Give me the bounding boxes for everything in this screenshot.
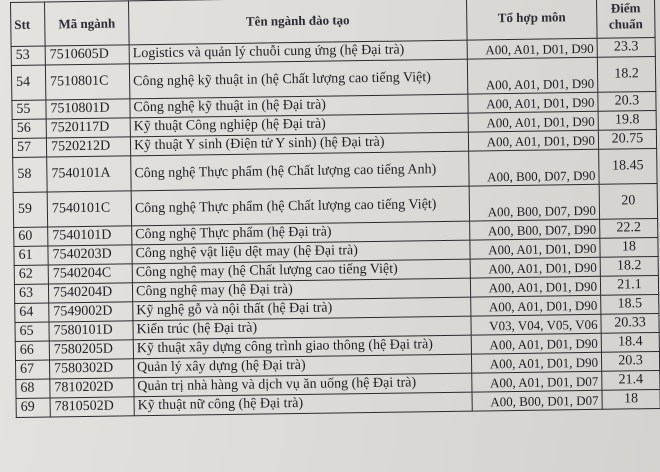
row-score: 18 — [600, 237, 658, 257]
row-major-name: Kỹ thuật Công nghiệp (hệ Đại trà) — [130, 113, 468, 137]
row-major-name: Kỹ thuật xây dựng công trình giao thông (hệ Đại trà) — [133, 335, 471, 359]
row-code: 7540101A — [47, 156, 131, 192]
row-code: 7540101D — [48, 226, 132, 246]
row-subject-combo: A00, A01, D01, D07 — [472, 371, 602, 392]
row-stt: 58 — [13, 157, 47, 192]
row-major-name: Công nghệ kỹ thuật in (hệ Đại trà) — [130, 94, 468, 118]
row-code: 7549002D — [49, 302, 133, 322]
row-stt: 54 — [11, 65, 45, 100]
row-score: 20 — [599, 183, 657, 219]
row-subject-combo: A00, B00, D07, D90 — [469, 184, 599, 221]
row-code: 7580101D — [49, 321, 133, 341]
row-stt: 59 — [13, 192, 47, 227]
row-stt: 56 — [12, 119, 46, 138]
row-code: 7540204D — [48, 283, 132, 303]
row-stt: 65 — [15, 322, 49, 341]
row-subject-combo: A00, A01, D01, D90 — [471, 295, 601, 316]
row-stt: 57 — [12, 138, 46, 157]
row-stt: 62 — [14, 265, 48, 284]
header-score-line2: chuẩn — [608, 15, 643, 32]
row-major-name: Công nghệ Thực phẩm (hệ Chất lượng cao tiếng Việt) — [131, 186, 469, 226]
row-subject-combo: A00, A01, D01, D90 — [467, 38, 597, 59]
row-major-name: Kỹ nghệ gỗ và nội thất (hệ Đại trà) — [133, 297, 471, 321]
row-score: 21.1 — [600, 275, 658, 295]
row-stt: 64 — [15, 303, 49, 322]
row-major-name: Công nghệ Thực phẩm (hệ Đại trà) — [132, 221, 470, 245]
row-stt: 63 — [14, 284, 48, 303]
row-code: 7510801D — [46, 99, 130, 119]
row-score: 21.4 — [602, 370, 660, 390]
row-code: 7540204C — [48, 264, 132, 284]
row-subject-combo: A00, A01, D01, D90 — [471, 352, 601, 373]
row-major-name: Kiến trúc (hệ Đại trà) — [133, 316, 471, 340]
row-subject-combo: A00, B00, D07, D90 — [470, 219, 600, 240]
row-score: 20.3 — [601, 351, 659, 371]
header-name: Tên ngành đào tạo — [128, 0, 467, 45]
row-subject-combo: A00, A01, D01, D90 — [468, 111, 598, 132]
row-stt: 66 — [15, 341, 49, 360]
row-score: 18.5 — [601, 294, 659, 314]
row-code: 7540101C — [47, 191, 131, 227]
row-subject-combo: A00, B00, D01, D07 — [472, 390, 602, 411]
row-major-name: Quản lý xây dựng (hệ Đại trà) — [133, 354, 471, 378]
row-subject-combo: A00, A01, D01, D90 — [470, 238, 600, 259]
row-code: 7580302D — [50, 359, 134, 379]
row-stt: 68 — [16, 379, 50, 398]
header-combo: Tổ hợp môn — [466, 0, 597, 40]
row-subject-combo: A00, A01, D01, D90 — [467, 57, 597, 94]
row-subject-combo: A00, A01, D01, D90 — [471, 333, 601, 354]
row-code: 7540203D — [48, 245, 132, 265]
row-subject-combo: A00, A01, D01, D90 — [468, 130, 598, 151]
row-code: 7520117D — [46, 118, 130, 138]
row-code: 7510605D — [45, 45, 129, 65]
row-subject-combo: A00, A01, D01, D90 — [470, 276, 600, 297]
row-score: 18.4 — [601, 332, 659, 352]
table-body — [11, 37, 660, 417]
row-major-name: Công nghệ kỹ thuật in (hệ Chất lượng cao tiếng Việt) — [129, 59, 467, 99]
row-major-name: Quản trị nhà hàng và dịch vụ ăn uống (hệ Đại trà) — [134, 373, 472, 397]
row-score: 20.3 — [598, 91, 656, 111]
row-stt: 61 — [14, 246, 48, 265]
row-subject-combo: A00, A01, D01, D90 — [470, 257, 600, 278]
row-score: 23.3 — [597, 37, 655, 57]
row-stt: 60 — [14, 227, 48, 246]
row-score: 19.8 — [598, 110, 656, 130]
row-major-name: Công nghệ Thực phẩm (hệ Chất lượng cao tiếng Anh) — [131, 151, 469, 191]
row-code: 7580205D — [49, 340, 133, 360]
row-score: 18.2 — [597, 56, 655, 92]
row-major-name: Kỹ thuật Y sinh (Điện tử Y sinh) (hệ Đại trà) — [130, 132, 468, 156]
header-score — [596, 0, 655, 38]
row-code: 7810202D — [50, 378, 134, 398]
row-major-name: Công nghệ vật liệu dệt may (hệ Đại trà) — [132, 240, 470, 264]
row-score: 22.2 — [600, 218, 658, 238]
row-stt: 53 — [11, 46, 45, 65]
admission-score-table — [10, 0, 660, 418]
row-subject-combo: A00, A01, D01, D90 — [468, 92, 598, 113]
row-major-name: Kỹ thuật nữ công (hệ Đại trà) — [134, 392, 472, 416]
row-code: 7520212D — [46, 137, 130, 157]
row-stt: 55 — [12, 100, 46, 119]
row-code: 7810502D — [50, 397, 134, 417]
header-score-line1: Điểm — [610, 0, 641, 16]
row-subject-combo: A00, B00, D07, D90 — [469, 149, 599, 186]
header-code: Mã ngành — [45, 1, 130, 46]
row-stt: 67 — [16, 360, 50, 379]
row-major-name: Công nghệ may (hệ Chất lượng cao tiếng Việt) — [132, 259, 470, 283]
row-score: 18.2 — [600, 256, 658, 276]
row-score: 18.45 — [599, 148, 657, 184]
row-code: 7510801C — [45, 64, 129, 100]
row-major-name: Công nghệ may (hệ Đại trà) — [132, 278, 470, 302]
row-major-name: Logistics và quản lý chuỗi cung ứng (hệ Đại trà) — [129, 40, 467, 64]
header-stt: Stt — [11, 2, 46, 46]
row-score: 20.75 — [598, 129, 656, 149]
row-score: 20.33 — [601, 313, 659, 333]
row-score: 18 — [602, 389, 660, 409]
row-subject-combo: V03, V04, V05, V06 — [471, 314, 601, 335]
row-stt: 69 — [16, 398, 50, 417]
